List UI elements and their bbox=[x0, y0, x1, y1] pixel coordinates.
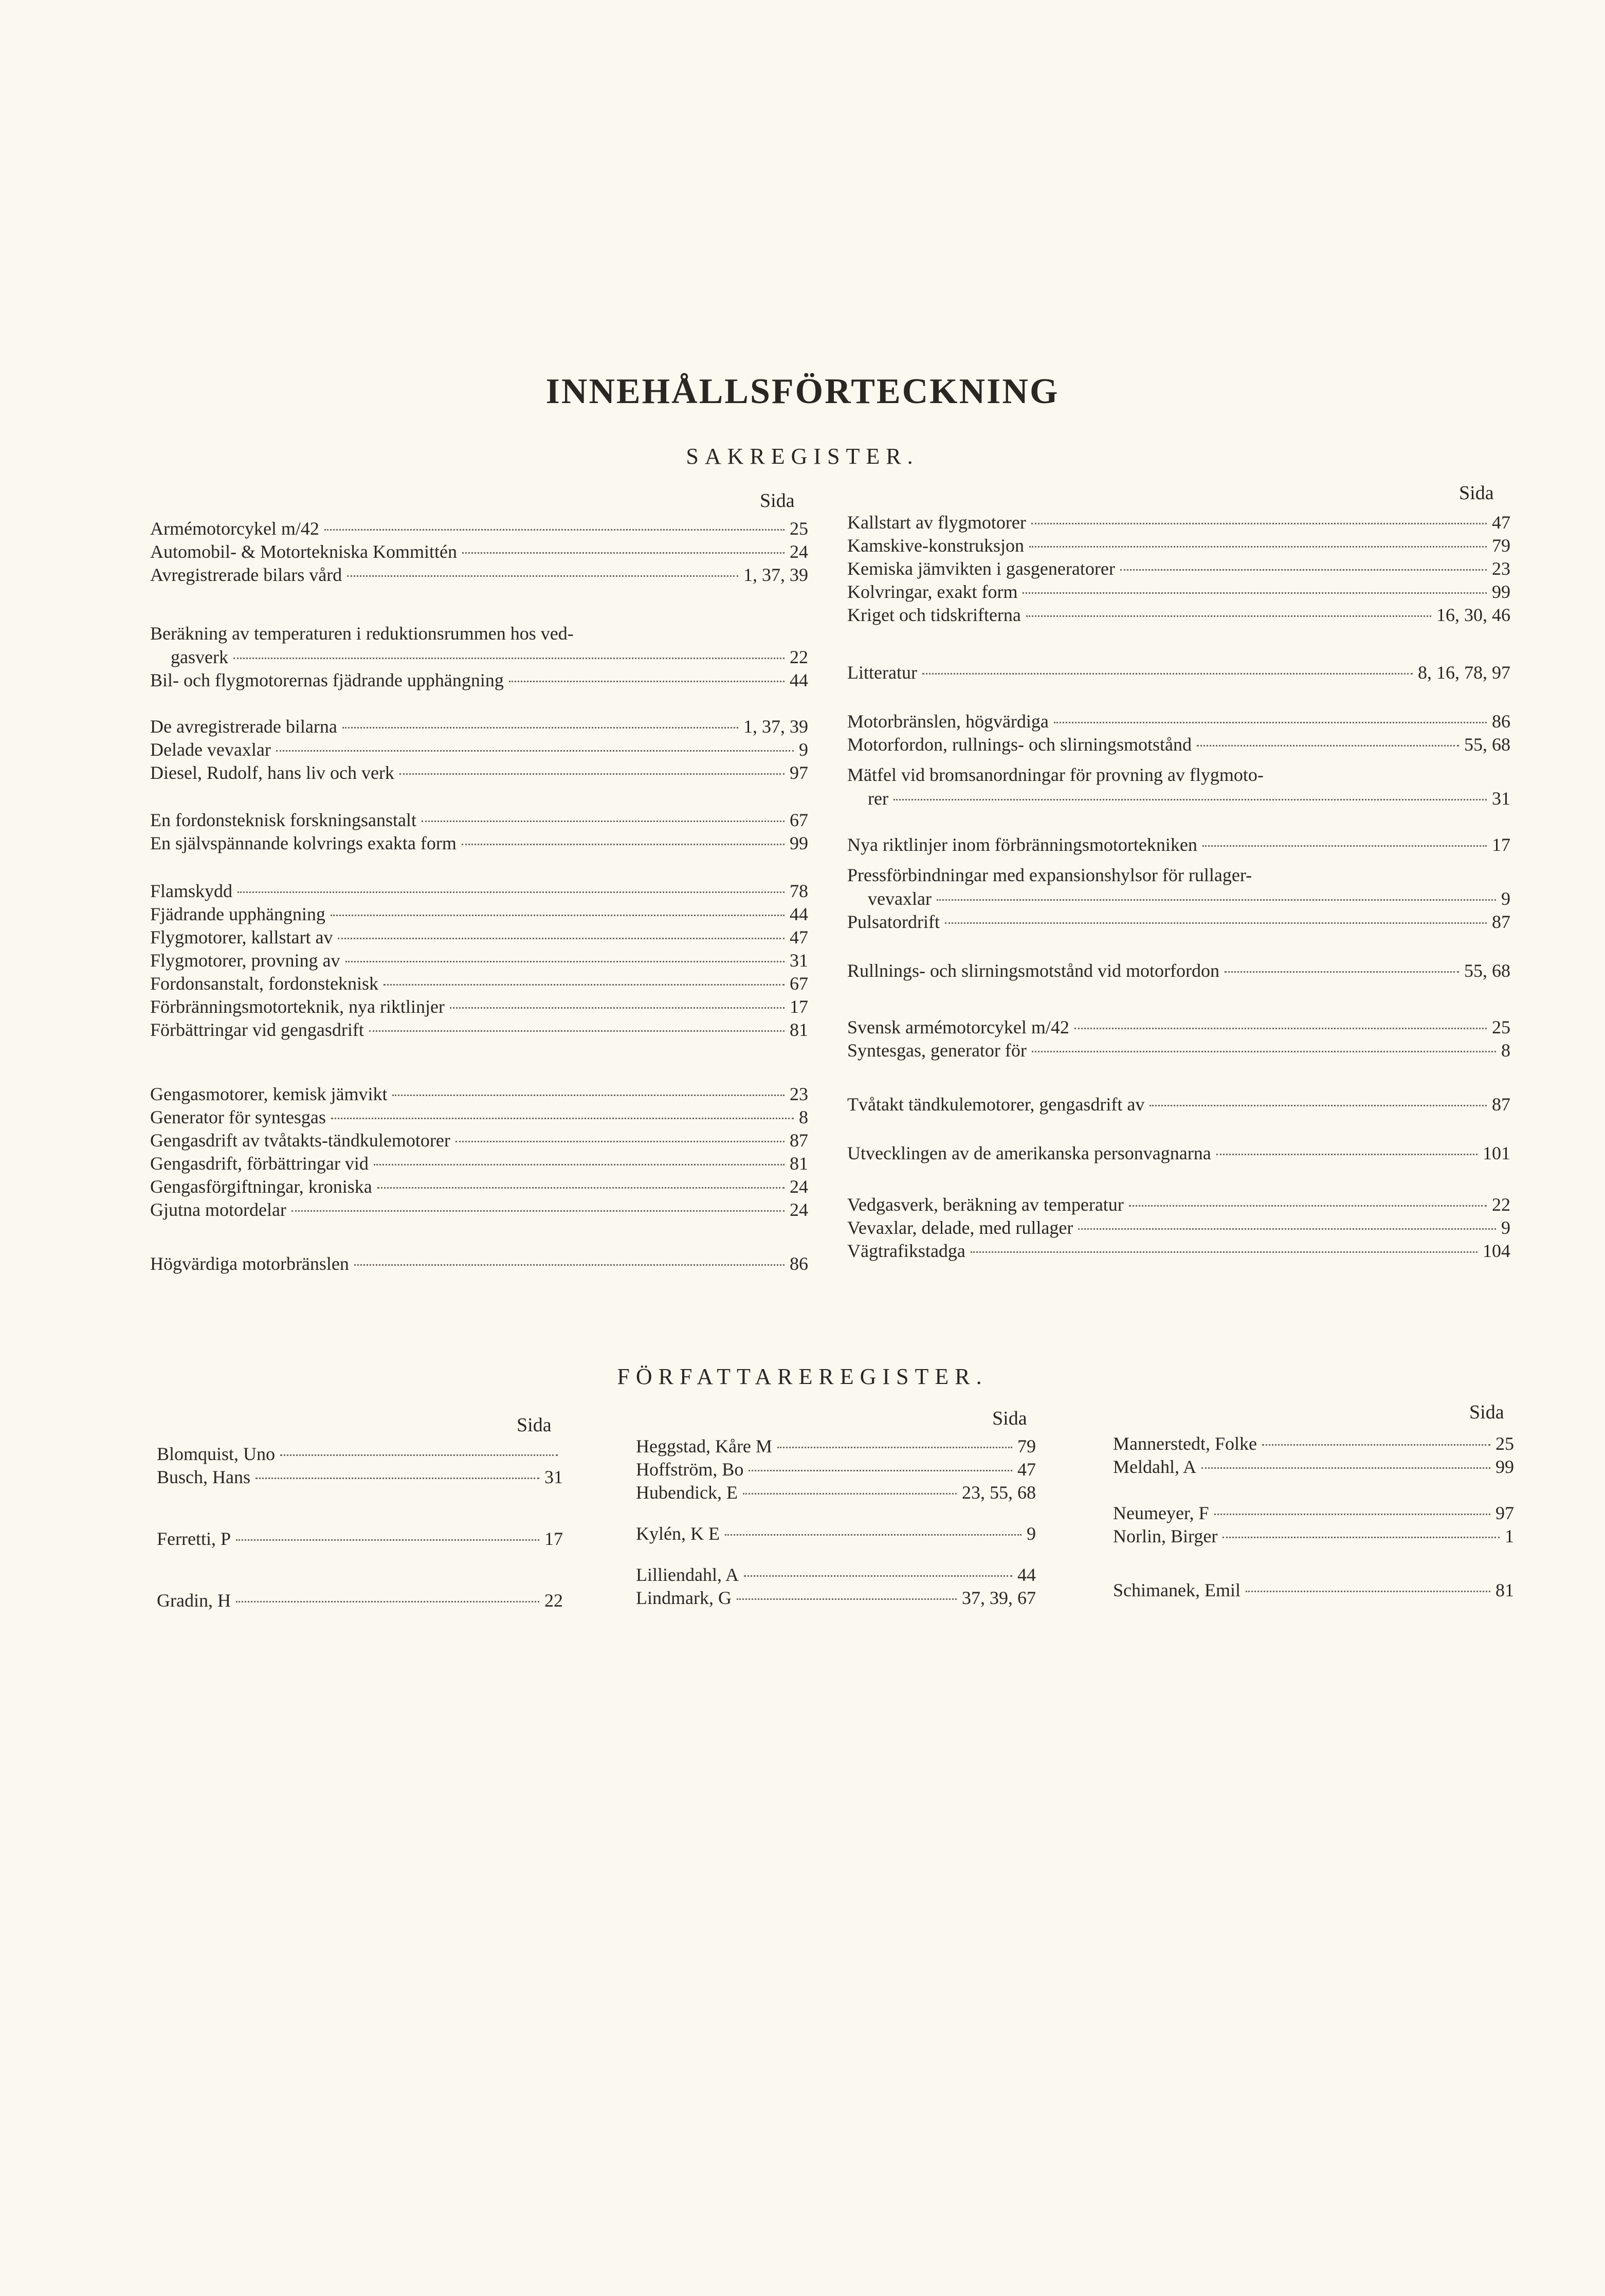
leader-dots bbox=[1216, 1154, 1478, 1155]
index-entry-pages: 16, 30, 46 bbox=[1436, 605, 1510, 625]
index-entry-label: Lindmark, G bbox=[636, 1588, 732, 1608]
leader-dots bbox=[331, 915, 785, 916]
index-entry-pages: 81 bbox=[790, 1153, 808, 1174]
index-entry-pages: 79 bbox=[1492, 535, 1510, 556]
index-entry-pages: 31 bbox=[1492, 788, 1510, 809]
index-entry-pages: 101 bbox=[1483, 1143, 1510, 1163]
index-entry bbox=[636, 1434, 1036, 1458]
index-entry-label: Generator för syntesgas bbox=[150, 1107, 326, 1127]
index-entry-label: Vedgasverk, beräkning av temperatur bbox=[847, 1194, 1124, 1215]
index-entry-pages: 23, 55, 68 bbox=[962, 1482, 1036, 1503]
leader-dots bbox=[971, 1251, 1478, 1253]
index-entry-label: Mannerstedt, Folke bbox=[1113, 1433, 1257, 1454]
leader-dots bbox=[331, 1118, 794, 1119]
index-entry-pages: 25 bbox=[790, 518, 808, 539]
index-entry-pages: 9 bbox=[799, 739, 808, 760]
index-entry-label: Gjutna motordelar bbox=[150, 1199, 286, 1220]
index-entry-label: Diesel, Rudolf, hans liv och verk bbox=[150, 762, 394, 783]
index-entry bbox=[1113, 1432, 1514, 1455]
index-entry-pages: 8, 16, 78, 97 bbox=[1418, 662, 1510, 683]
leader-dots bbox=[462, 844, 785, 845]
leader-dots bbox=[1031, 523, 1487, 524]
leader-dots bbox=[893, 799, 1487, 800]
index-entry bbox=[847, 1015, 1510, 1039]
index-entry bbox=[636, 1481, 1036, 1504]
index-entry-pages: 9 bbox=[1027, 1523, 1036, 1544]
index-entry bbox=[847, 1141, 1510, 1165]
index-entry bbox=[847, 910, 1510, 934]
leader-dots bbox=[399, 773, 785, 775]
leader-dots bbox=[1150, 1105, 1487, 1106]
index-entry-label: Kriget och tidskrifterna bbox=[847, 605, 1021, 625]
index-entry-label: Motorfordon, rullnings- och slirningsmotstånd bbox=[847, 734, 1192, 755]
index-entry bbox=[847, 511, 1510, 534]
index-entry-label: Flamskydd bbox=[150, 881, 233, 901]
leader-dots bbox=[338, 938, 785, 939]
index-entry-pages: 78 bbox=[790, 881, 808, 901]
leader-dots bbox=[347, 575, 738, 577]
index-entry bbox=[150, 1252, 808, 1275]
leader-dots bbox=[937, 899, 1496, 901]
leader-dots bbox=[1201, 1467, 1490, 1469]
sida-label-authors-2: Sida bbox=[992, 1408, 1027, 1429]
index-entry-pages: 44 bbox=[790, 904, 808, 924]
leader-dots bbox=[743, 1493, 957, 1495]
index-entry bbox=[847, 580, 1510, 604]
leader-dots bbox=[280, 1454, 558, 1456]
index-entry-label: Busch, Hans bbox=[157, 1467, 250, 1487]
index-entry-label: Förbättringar vid gengasdrift bbox=[150, 1019, 364, 1040]
leader-dots bbox=[256, 1478, 539, 1479]
index-entry-label: Fordonsanstalt, fordonsteknisk bbox=[150, 973, 378, 994]
index-entry bbox=[847, 534, 1510, 557]
leader-dots bbox=[233, 658, 785, 659]
index-entry-pages: 37, 39, 67 bbox=[962, 1588, 1036, 1608]
index-entry-pages: 1, 37, 39 bbox=[743, 564, 808, 585]
index-entry bbox=[157, 1442, 563, 1466]
index-entry bbox=[150, 1082, 808, 1106]
index-entry-pages: 24 bbox=[790, 541, 808, 562]
index-entry-label: Gengasförgiftningar, kroniska bbox=[150, 1176, 372, 1197]
leader-dots bbox=[236, 1539, 539, 1541]
index-entry bbox=[150, 761, 808, 785]
leader-dots bbox=[354, 1264, 785, 1266]
index-entry-pages: 99 bbox=[1495, 1456, 1514, 1477]
sida-label-authors-3: Sida bbox=[1469, 1401, 1504, 1423]
index-entry bbox=[847, 709, 1510, 733]
index-entry-label: Vägtrafikstadga bbox=[847, 1241, 965, 1261]
index-entry-label: En fordonsteknisk forskningsanstalt bbox=[150, 810, 416, 830]
author-register-heading: FÖRFATTAREREGISTER. bbox=[617, 1364, 988, 1389]
index-entry-pages: 22 bbox=[790, 647, 808, 667]
index-entry-pages: 55, 68 bbox=[1464, 734, 1510, 755]
index-entry-label-line1: Pressförbindningar med expansionshylsor för rullager- bbox=[847, 865, 1252, 885]
index-entry-label: Nya riktlinjer inom förbränningsmotortekniken bbox=[847, 834, 1197, 855]
index-entry bbox=[868, 887, 1510, 910]
index-entry-label: Rullnings- och slirningsmotstånd vid motorfordon bbox=[847, 960, 1219, 981]
index-entry-label: Kamskive-konstruksjon bbox=[847, 535, 1024, 556]
leader-dots bbox=[1225, 971, 1459, 973]
leader-dots bbox=[276, 750, 794, 752]
index-entry bbox=[150, 563, 808, 587]
index-entry bbox=[847, 1092, 1510, 1116]
index-entry-pages: 31 bbox=[544, 1467, 563, 1487]
index-entry bbox=[150, 517, 808, 540]
index-entry bbox=[636, 1457, 1036, 1481]
index-entry-label: Gengasmotorer, kemisk jämvikt bbox=[150, 1084, 388, 1104]
index-entry bbox=[150, 1105, 808, 1129]
index-entry bbox=[171, 645, 808, 669]
index-entry bbox=[847, 959, 1510, 982]
index-entry-pages: 99 bbox=[1492, 581, 1510, 602]
leader-dots bbox=[1023, 592, 1487, 594]
index-entry-label: Tvåtakt tändkulemotorer, gengasdrift av bbox=[847, 1094, 1145, 1115]
index-entry-pages: 25 bbox=[1492, 1017, 1510, 1037]
leader-dots bbox=[777, 1447, 1012, 1448]
leader-dots bbox=[1120, 569, 1487, 571]
index-entry bbox=[636, 1563, 1036, 1587]
leader-dots bbox=[450, 1007, 785, 1009]
index-entry-label-line1: Beräkning av temperaturen i reduktionsrummen hos ved- bbox=[150, 623, 574, 644]
index-entry-label: Förbränningsmotorteknik, nya riktlinjer bbox=[150, 996, 445, 1017]
index-entry bbox=[150, 1175, 808, 1198]
index-entry-pages: 55, 68 bbox=[1464, 960, 1510, 981]
index-entry-label: vevaxlar bbox=[868, 888, 932, 909]
index-entry-label: Litteratur bbox=[847, 662, 917, 683]
leader-dots bbox=[1026, 615, 1431, 617]
index-entry-label: Utvecklingen av de amerikanska personvagnarna bbox=[847, 1143, 1211, 1163]
index-entry bbox=[150, 831, 808, 855]
leader-dots bbox=[236, 1601, 539, 1602]
leader-dots bbox=[384, 984, 785, 986]
index-entry bbox=[1113, 1501, 1514, 1525]
index-entry-pages: 86 bbox=[1492, 711, 1510, 732]
index-entry-pages: 22 bbox=[544, 1590, 563, 1611]
index-entry-label: Högvärdiga motorbränslen bbox=[150, 1253, 349, 1274]
index-entry-label: Motorbränslen, högvärdiga bbox=[847, 711, 1049, 732]
index-entry-label: Meldahl, A bbox=[1113, 1456, 1196, 1477]
leader-dots bbox=[291, 1210, 785, 1212]
index-entry-label: rer bbox=[868, 788, 888, 809]
index-entry-pages: 24 bbox=[790, 1176, 808, 1197]
leader-dots bbox=[1074, 1028, 1487, 1029]
index-entry-pages: 1 bbox=[1505, 1526, 1514, 1546]
index-entry-pages: 44 bbox=[790, 670, 808, 690]
index-entry bbox=[847, 733, 1510, 756]
index-entry bbox=[150, 925, 808, 949]
leader-dots bbox=[1197, 745, 1459, 746]
index-entry-label: Kylén, K E bbox=[636, 1523, 720, 1544]
index-entry-pages: 81 bbox=[790, 1019, 808, 1040]
index-entry-label: Ferretti, P bbox=[157, 1528, 231, 1549]
leader-dots bbox=[945, 922, 1487, 924]
index-entry-pages: 47 bbox=[1492, 512, 1510, 533]
index-entry bbox=[150, 1128, 808, 1152]
index-entry bbox=[157, 1527, 563, 1551]
index-entry-pages: 99 bbox=[790, 833, 808, 853]
index-entry-pages: 17 bbox=[1492, 834, 1510, 855]
index-entry bbox=[150, 972, 808, 995]
leader-dots bbox=[374, 1164, 785, 1165]
index-entry-label: Hubendick, E bbox=[636, 1482, 738, 1503]
leader-dots bbox=[922, 673, 1413, 675]
index-entry-label: Kemiska jämvikten i gasgeneratorer bbox=[847, 558, 1115, 579]
index-entry bbox=[157, 1589, 563, 1612]
index-entry-pages: 23 bbox=[790, 1084, 808, 1104]
index-entry-pages: 97 bbox=[1495, 1503, 1514, 1523]
index-entry-label: Lilliendahl, A bbox=[636, 1564, 739, 1585]
leader-dots bbox=[1214, 1514, 1490, 1515]
index-entry-pages: 22 bbox=[1492, 1194, 1510, 1215]
index-entry-label: Pulsatordrift bbox=[847, 912, 940, 932]
leader-dots bbox=[1223, 1537, 1500, 1538]
leader-dots bbox=[1078, 1228, 1496, 1230]
index-entry bbox=[150, 879, 808, 903]
leader-dots bbox=[1054, 722, 1487, 723]
index-entry bbox=[847, 557, 1510, 580]
index-entry-label: Kallstart av flygmotorer bbox=[847, 512, 1026, 533]
index-entry bbox=[150, 949, 808, 972]
leader-dots bbox=[1246, 1591, 1490, 1592]
leader-dots bbox=[1202, 845, 1487, 847]
leader-dots bbox=[392, 1095, 785, 1096]
index-entry-label: De avregistrerade bilarna bbox=[150, 716, 337, 737]
index-entry-label: Flygmotorer, kallstart av bbox=[150, 927, 333, 947]
index-entry bbox=[150, 738, 808, 761]
index-entry-pages: 97 bbox=[790, 762, 808, 783]
index-entry-label: Norlin, Birger bbox=[1113, 1526, 1218, 1546]
index-entry-label: Blomquist, Uno bbox=[157, 1444, 276, 1464]
index-entry-pages: 81 bbox=[1495, 1580, 1514, 1600]
index-entry-label: Fjädrande upphängning bbox=[150, 904, 325, 924]
leader-dots bbox=[1032, 1051, 1496, 1052]
leader-dots bbox=[369, 1030, 785, 1032]
index-entry-pages: 31 bbox=[790, 950, 808, 971]
index-entry-label: Syntesgas, generator för bbox=[847, 1040, 1027, 1061]
index-entry-pages: 67 bbox=[790, 973, 808, 994]
index-entry-label: Flygmotorer, provning av bbox=[150, 950, 340, 971]
index-entry bbox=[150, 1018, 808, 1042]
index-entry-pages: 79 bbox=[1017, 1436, 1036, 1456]
leader-dots bbox=[462, 552, 785, 554]
index-entry-label: Heggstad, Kåre M bbox=[636, 1436, 772, 1456]
index-entry-pages: 44 bbox=[1017, 1564, 1036, 1585]
leader-dots bbox=[737, 1598, 957, 1600]
leader-dots bbox=[1029, 546, 1487, 548]
sida-label-right: Sida bbox=[1459, 482, 1494, 504]
sida-label-authors-1: Sida bbox=[517, 1414, 552, 1436]
index-entry-label: Gengasdrift, förbättringar vid bbox=[150, 1153, 369, 1174]
subject-register-heading: SAKREGISTER. bbox=[686, 444, 919, 469]
index-entry bbox=[150, 902, 808, 926]
index-entry-label: Neumeyer, F bbox=[1113, 1503, 1209, 1523]
index-entry-pages: 87 bbox=[1492, 1094, 1510, 1115]
leader-dots bbox=[509, 681, 785, 682]
index-entry-pages: 9 bbox=[1501, 888, 1510, 909]
leader-dots bbox=[324, 529, 785, 531]
index-entry bbox=[157, 1465, 563, 1489]
index-entry bbox=[847, 1216, 1510, 1240]
index-entry bbox=[150, 1152, 808, 1175]
index-entry-pages: 87 bbox=[1492, 912, 1510, 932]
index-entry-pages: 104 bbox=[1483, 1241, 1510, 1261]
index-entry bbox=[868, 787, 1510, 810]
index-entry bbox=[150, 540, 808, 563]
leader-dots bbox=[422, 821, 785, 822]
index-entry-pages: 47 bbox=[1017, 1459, 1036, 1480]
index-entry-pages: 23 bbox=[1492, 558, 1510, 579]
index-entry-label: gasverk bbox=[171, 647, 228, 667]
index-entry-pages: 67 bbox=[790, 810, 808, 830]
index-entry-label: Svensk armémotorcykel m/42 bbox=[847, 1017, 1069, 1037]
index-entry-label: Avregistrerade bilars vård bbox=[150, 564, 342, 585]
leader-dots bbox=[744, 1575, 1012, 1577]
leader-dots bbox=[238, 891, 785, 893]
leader-dots bbox=[749, 1470, 1012, 1471]
index-entry-label: Kolvringar, exakt form bbox=[847, 581, 1018, 602]
leader-dots bbox=[345, 961, 785, 962]
index-entry bbox=[150, 808, 808, 832]
leader-dots bbox=[1262, 1444, 1490, 1446]
sida-label-left: Sida bbox=[760, 490, 795, 512]
index-entry-pages: 24 bbox=[790, 1199, 808, 1220]
index-entry-label: Delade vevaxlar bbox=[150, 739, 271, 760]
index-entry-label: Vevaxlar, delade, med rullager bbox=[847, 1217, 1073, 1238]
index-entry bbox=[636, 1586, 1036, 1610]
index-entry-label-line1: Mätfel vid bromsanordningar för provning av flygmoto- bbox=[847, 764, 1264, 785]
index-entry-label: Bil- och flygmotorernas fjädrande upphängning bbox=[150, 670, 504, 690]
index-entry-pages: 17 bbox=[790, 996, 808, 1017]
leader-dots bbox=[455, 1141, 785, 1142]
index-entry bbox=[847, 603, 1510, 627]
leader-dots bbox=[1129, 1205, 1487, 1207]
index-entry bbox=[150, 715, 808, 738]
index-entry-pages: 87 bbox=[790, 1130, 808, 1151]
index-entry bbox=[1113, 1524, 1514, 1548]
index-entry-label: Schimanek, Emil bbox=[1113, 1580, 1241, 1600]
index-entry-pages: 8 bbox=[1501, 1040, 1510, 1061]
index-entry bbox=[150, 1198, 808, 1222]
index-entry-pages: 17 bbox=[544, 1528, 563, 1549]
index-entry bbox=[1113, 1455, 1514, 1479]
index-entry-label: Automobil- & Motortekniska Kommittén bbox=[150, 541, 457, 562]
index-entry bbox=[847, 661, 1510, 684]
index-entry-pages: 47 bbox=[790, 927, 808, 947]
index-entry-pages: 86 bbox=[790, 1253, 808, 1274]
index-entry-pages: 9 bbox=[1501, 1217, 1510, 1238]
index-entry-pages: 8 bbox=[799, 1107, 808, 1127]
leader-dots bbox=[725, 1534, 1022, 1536]
index-entry-label: Armémotorcykel m/42 bbox=[150, 518, 319, 539]
index-entry bbox=[1113, 1578, 1514, 1602]
index-entry bbox=[636, 1522, 1036, 1545]
index-entry bbox=[150, 668, 808, 692]
index-entry-label: Hoffström, Bo bbox=[636, 1459, 744, 1480]
index-entry-label: En självspännande kolvrings exakta form bbox=[150, 833, 457, 853]
leader-dots bbox=[342, 727, 738, 728]
index-entry bbox=[847, 1239, 1510, 1263]
leader-dots bbox=[377, 1187, 785, 1189]
index-entry bbox=[847, 1038, 1510, 1062]
index-entry-label: Gengasdrift av tvåtakts-tändkulemotorer bbox=[150, 1130, 450, 1151]
page-title: INNEHÅLLSFÖRTECKNING bbox=[545, 372, 1060, 411]
index-entry bbox=[150, 995, 808, 1018]
index-entry bbox=[847, 833, 1510, 857]
index-entry bbox=[847, 1193, 1510, 1216]
index-entry-pages: 1, 37, 39 bbox=[743, 716, 808, 737]
index-entry-pages: 25 bbox=[1495, 1433, 1514, 1454]
index-entry-label: Gradin, H bbox=[157, 1590, 231, 1611]
